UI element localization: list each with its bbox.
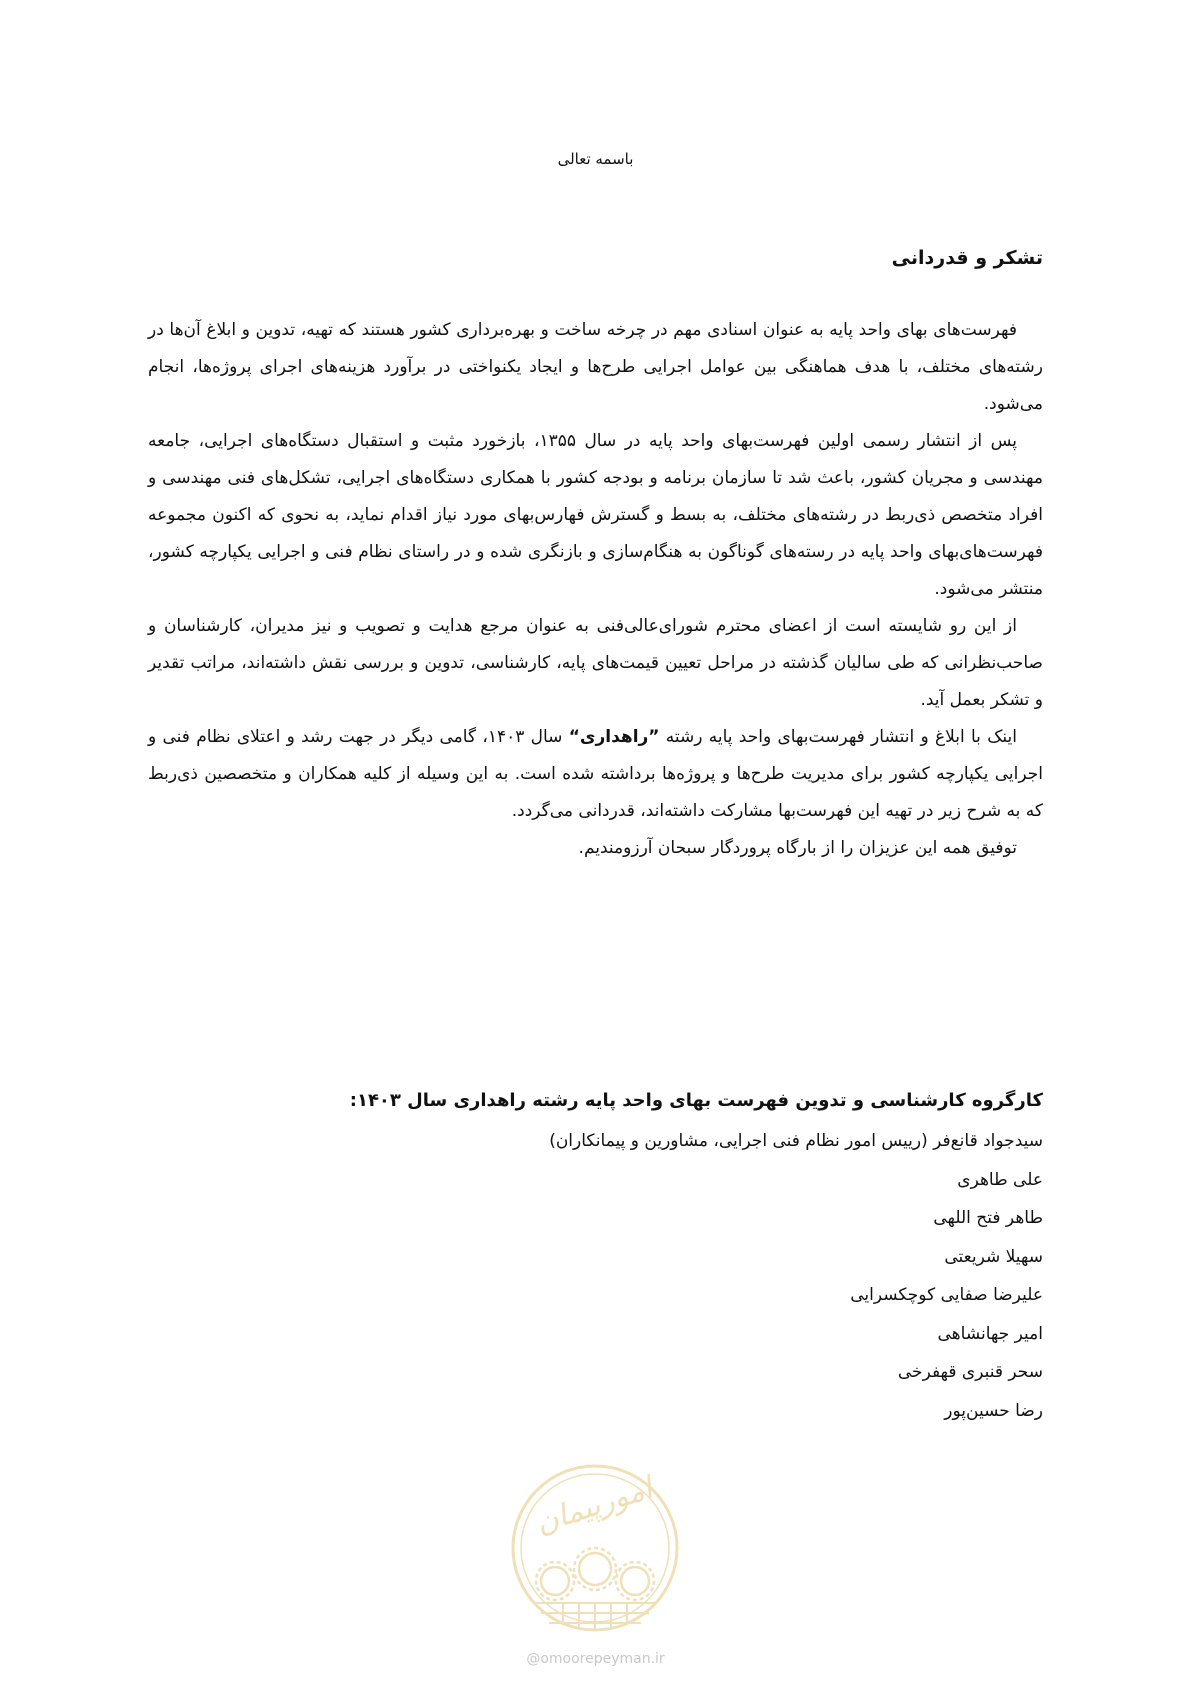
paragraph-3: از این رو شایسته است از اعضای محترم شورای‌عالی‌فنی به عنوان مرجع هدایت و تصویب و نیز مدیران، کارشناسان و صاحب‌نظرانی که طی سالیان گذشته در مراحل تعیین قیمت‌های پایه، کارشناسی، تدوین و بررسی نقش داشته‌اند، مراتب تقدیر و تشکر بعمل آید. [148,616,1043,710]
paragraph-2: پس از انتشار رسمی اولین فهرست‌بهای واحد پایه در سال ۱۳۵۵، بازخورد مثبت و استقبال دستگاه‌های اجرایی، جامعه مهندسی و مجریان کشور، باعث شد تا سازمان برنامه و بودجه کشور با همکاری دستگاه‌های اجرایی، تشکل‌های فنی مهندسی و افراد متخصص ذی‌ربط در رشته‌های مختلف، به بسط و گسترش فهارس‌بهای مورد نیاز اقدام نماید، به نحوی که اکنون مجموعه فهرست‌های‌بهای واحد پایه در رسته‌های گوناگون به هنگام‌سازی و بازنگری شده و در راستای نظام فنی و اجرایی یکپارچه کشور، منتشر می‌شود. [148,431,1043,599]
paragraph-1: فهرست‌های بهای واحد پایه به عنوان اسنادی مهم در چرخه ساخت و بهره‌برداری کشور هستند که تهیه، تدوین و ابلاغ آن‌ها در رشته‌های مختلف، با هدف هماهنگی بین عوامل اجرایی طرح‌ها و ایجاد یکنواختی در برآورد هزینه‌های اجرای پروژه‌ها، انجام می‌شود. [148,320,1043,414]
team-heading: کارگروه کارشناسی و تدوین فهرست بهای واحد پایه رشته راهداری سال ۱۴۰۳: [349,1090,1043,1111]
paragraph-4-text-end: سال ۱۴۰۳، گامی دیگر در جهت رشد و اعتلای نظام فنی و اجرایی یکپارچه کشور برای مدیریت طرح‌ها و پروژه‌ها برداشته شده است. به این وسیله از کلیه همکاران و متخصصین ذی‌ربط که به شرح زیر در تهیه این فهرست‌بها مشارکت داشته‌اند، قدردانی می‌گردد. [148,727,1043,821]
team-member: سیدجواد قانع‌فر (رییس امور نظام فنی اجرایی، مشاورین و پیمانکاران) [549,1131,1043,1151]
team-member: امیر جهانشاهی [937,1323,1043,1344]
watermark-site: @omoorepeyman.ir [526,1651,665,1667]
watermark-logo-icon [505,1453,685,1653]
team-member: سحر قنبری قهفرخی [897,1362,1043,1382]
acknowledgement-body [148,312,1043,867]
basmala-heading: باسمه تعالی [557,150,634,168]
field-name-emphasis: ”راهداری“ [568,727,660,747]
team-member: رضا حسین‌پور [944,1400,1043,1421]
paragraph-4 [148,719,1043,830]
team-member-list [549,1122,1043,1430]
team-member: علی طاهری [957,1169,1043,1190]
closing-line: توفیق همه این عزیزان را از بارگاه پروردگار سبحان آرزومندیم. [578,838,1017,858]
paragraph-4-text-start: اینک با ابلاغ و انتشار فهرست‌بهای واحد پایه رشته [659,727,1018,747]
page-title: تشکر و قدردانی [891,247,1043,269]
team-member: طاهر فتح اللهی [933,1208,1043,1228]
team-member: سهیلا شریعتی [944,1246,1043,1267]
svg-text:امورپیمان: امورپیمان [531,1470,657,1542]
team-member: علیرضا صفایی کوچکسرایی [850,1285,1043,1305]
